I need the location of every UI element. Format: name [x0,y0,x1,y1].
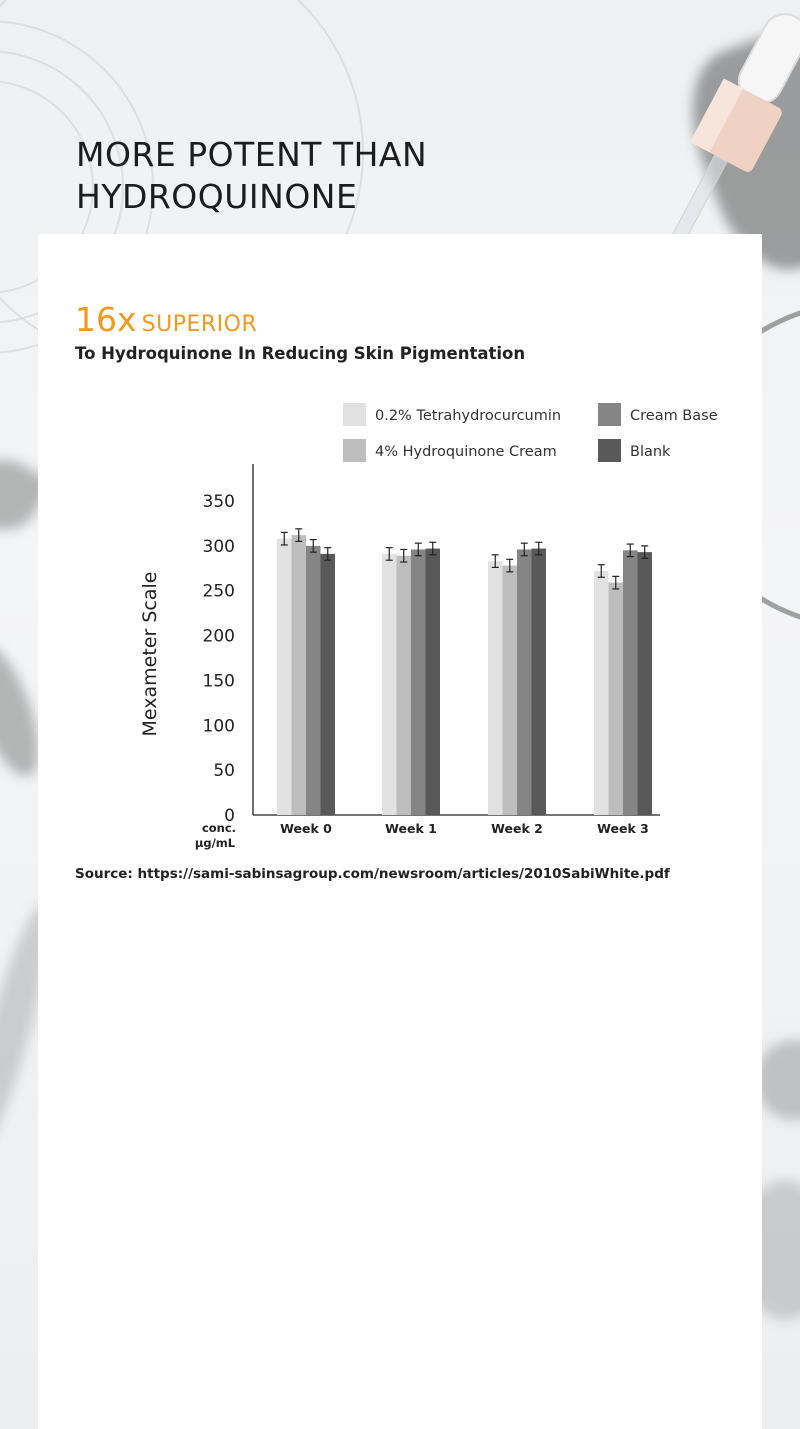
bar-chart [38,234,762,854]
headline-number: 16x [75,300,137,339]
bar [609,583,624,815]
y-tick-label: 200 [202,626,235,647]
x-axis-unit-label: conc. [201,821,237,835]
y-tick-label: 250 [202,581,235,602]
y-tick-label: 0 [224,806,235,826]
y-tick-label: 350 [202,492,235,512]
bar [306,546,321,815]
bar [426,549,441,815]
page-title [76,134,427,218]
legend-swatch [343,439,366,462]
page-title-line-2: HYDROQUINONE [76,177,358,216]
bar [594,571,609,815]
legend-swatch [598,403,621,426]
dropper-illustration [560,0,800,260]
bar [397,556,412,815]
y-tick-label: 50 [213,761,235,782]
bar [292,535,307,815]
legend-label: Blank [630,444,671,460]
page-title-line-1: MORE POTENT THAN [76,135,428,174]
x-tick-label: Week 0 [280,821,332,836]
y-axis-label: Mexameter Scale [139,571,161,737]
legend-swatch [343,403,366,426]
bar [411,549,426,815]
bar [623,550,638,815]
bar [488,561,503,815]
source-citation: Source: https://sami-sabinsagroup.com/newsroom/articles/2010SabiWhite.pdf [75,866,670,882]
legend-label: 0.2% Tetrahydrocurcumin [375,408,562,424]
x-tick-label: Week 1 [385,821,437,836]
x-axis-unit-label-2: µg/mL [194,836,236,850]
subheadline: To Hydroquinone In Reducing Skin Pigmentation [75,344,526,363]
headline-word: SUPERIOR [141,312,258,337]
legend-label: 4% Hydroquinone Cream [375,444,557,460]
y-tick-label: 150 [202,671,235,692]
bar [517,549,532,815]
legend-label: Cream Base [630,408,718,424]
bar [382,554,397,815]
y-tick-label: 100 [202,716,235,737]
y-tick-label: 300 [202,536,235,557]
bar [503,566,518,815]
bar [638,552,653,815]
bar [532,549,547,815]
content-card [38,234,762,1429]
bar [321,554,336,815]
x-tick-label: Week 2 [491,821,543,836]
legend-swatch [598,439,621,462]
bar [277,539,292,815]
x-tick-label: Week 3 [597,821,649,836]
